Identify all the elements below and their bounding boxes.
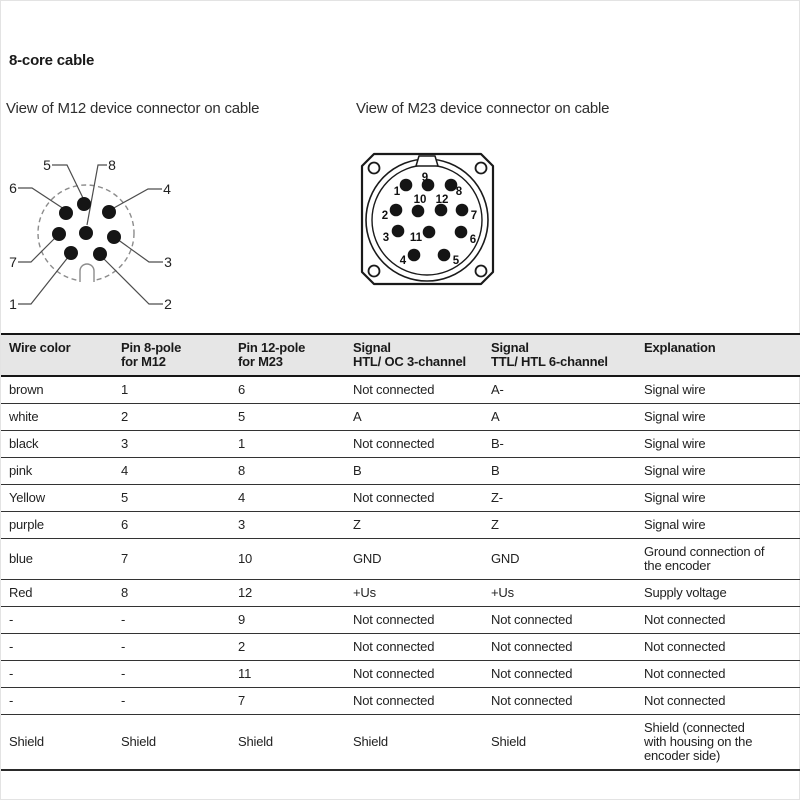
column-header: Signal HTL/ OC 3-channel xyxy=(353,334,491,376)
table-cell: 10 xyxy=(238,539,353,580)
table-cell: Shield xyxy=(1,715,121,771)
m23-pin-dot-6 xyxy=(455,226,468,239)
m12-pin-dot-4 xyxy=(102,205,116,219)
m12-pin-dot-1 xyxy=(64,246,78,260)
table-cell: 2 xyxy=(238,634,353,661)
m23-pin-label: 5 xyxy=(452,255,460,267)
table-cell: white xyxy=(1,404,121,431)
m23-pin-dot-1 xyxy=(400,179,413,192)
table-cell: blue xyxy=(1,539,121,580)
table-cell: Signal wire xyxy=(644,458,800,485)
m12-pin-dot-8 xyxy=(79,226,93,240)
m23-keyway-tab xyxy=(416,156,438,166)
table-row xyxy=(1,376,800,404)
table-cell: Signal wire xyxy=(644,512,800,539)
table-cell: 3 xyxy=(238,512,353,539)
table-cell: Not connected xyxy=(491,688,644,715)
m23-pin-label: 12 xyxy=(435,194,449,206)
table-row xyxy=(1,661,800,688)
table-cell: GND xyxy=(353,539,491,580)
table-cell: B xyxy=(491,458,644,485)
table-row xyxy=(1,404,800,431)
table-cell: Not connected xyxy=(353,431,491,458)
table-cell: Not connected xyxy=(353,485,491,512)
table-cell: Ground connection of the encoder xyxy=(644,539,800,580)
table-row xyxy=(1,431,800,458)
m23-pin-label: 9 xyxy=(421,172,429,184)
table-cell: 4 xyxy=(238,485,353,512)
table-cell: - xyxy=(121,688,238,715)
table-cell: 2 xyxy=(121,404,238,431)
table-cell: +Us xyxy=(491,580,644,607)
table-cell: Not connected xyxy=(644,688,800,715)
table-cell: purple xyxy=(1,512,121,539)
m23-pin-label: 1 xyxy=(393,186,401,198)
m23-connector-diagram xyxy=(341,141,561,321)
table-cell: Not connected xyxy=(491,634,644,661)
table-cell: Not connected xyxy=(353,688,491,715)
table-cell: A xyxy=(491,404,644,431)
m12-pin-label: 3 xyxy=(164,254,172,270)
table-cell: 5 xyxy=(121,485,238,512)
table-row xyxy=(1,607,800,634)
table-cell: Yellow xyxy=(1,485,121,512)
m12-pin-label: 2 xyxy=(164,296,172,312)
table-cell: Not connected xyxy=(353,607,491,634)
column-header: Pin 12-pole for M23 xyxy=(238,334,353,376)
m23-pin-dot-2 xyxy=(390,204,403,217)
m23-pin-label: 3 xyxy=(382,232,390,244)
m23-pin-dot-3 xyxy=(392,225,405,238)
table-cell: Shield xyxy=(238,715,353,771)
m23-screw-hole xyxy=(476,163,487,174)
m23-pin-dot-11 xyxy=(423,226,436,239)
table-cell: Not connected xyxy=(491,661,644,688)
m12-pin-dot-6 xyxy=(59,206,73,220)
table-row xyxy=(1,485,800,512)
table-cell: 11 xyxy=(238,661,353,688)
table-cell: 6 xyxy=(238,382,246,397)
table-cell: Not connected xyxy=(491,607,644,634)
m23-pin-dot-5 xyxy=(438,249,451,262)
table-cell: - xyxy=(1,688,121,715)
table-cell: Supply voltage xyxy=(644,580,800,607)
table-row xyxy=(1,539,800,580)
m23-pin-label: 10 xyxy=(413,194,427,206)
table-cell: - xyxy=(1,661,121,688)
m23-caption: View of M23 device connector on cable xyxy=(356,100,610,117)
table-row xyxy=(1,458,800,485)
table-cell: +Us xyxy=(353,580,491,607)
m23-pin-label: 7 xyxy=(470,210,478,222)
table-header-row xyxy=(1,334,800,376)
m23-screw-hole xyxy=(369,266,380,277)
m23-pin-dot-4 xyxy=(408,249,421,262)
table-cell: - xyxy=(1,607,121,634)
table-cell: Signal wire xyxy=(644,382,706,397)
m12-pin-label: 6 xyxy=(9,180,17,196)
table-cell: pink xyxy=(1,458,121,485)
table-cell: Signal wire xyxy=(644,404,800,431)
table-cell: Shield xyxy=(121,715,238,771)
table-cell: Shield (connected with housing on the encoder side) xyxy=(644,715,800,771)
table-cell: Not connected xyxy=(353,634,491,661)
table-cell: 6 xyxy=(121,512,238,539)
m12-pin-dot-3 xyxy=(107,230,121,244)
m23-pin-label: 2 xyxy=(381,210,389,222)
table-cell: Shield xyxy=(353,715,491,771)
table-cell: 7 xyxy=(121,539,238,580)
page-title: 8-core cable xyxy=(9,52,95,69)
table-cell: Not connected xyxy=(644,607,800,634)
m23-pin-label: 4 xyxy=(399,255,407,267)
m12-pin-label: 1 xyxy=(9,296,17,312)
column-header: Wire color xyxy=(1,334,121,376)
table-row xyxy=(1,512,800,539)
table-cell: Shield xyxy=(491,715,644,771)
table-cell: A xyxy=(353,404,491,431)
column-header: Explanation xyxy=(644,334,800,376)
table-cell: B xyxy=(353,458,491,485)
table-cell: - xyxy=(121,607,238,634)
m12-pin-dot-7 xyxy=(52,227,66,241)
table-cell: Red xyxy=(1,580,121,607)
table-cell: 12 xyxy=(238,580,353,607)
table-cell: - xyxy=(1,634,121,661)
m23-pin-dot-10 xyxy=(412,205,425,218)
pinout-table xyxy=(1,333,800,771)
m12-pin-dot-2 xyxy=(93,247,107,261)
m12-connector-diagram xyxy=(1,146,191,318)
table-cell: GND xyxy=(491,539,644,580)
table-row xyxy=(1,634,800,661)
table-cell: 1 xyxy=(121,382,129,397)
table-cell: Not connected xyxy=(644,634,800,661)
table-row xyxy=(1,580,800,607)
m23-screw-hole xyxy=(476,266,487,277)
m12-pin-dot-5 xyxy=(77,197,91,211)
table-row xyxy=(1,715,800,771)
table-cell: 1 xyxy=(238,431,353,458)
table-cell: 9 xyxy=(238,607,353,634)
table-row xyxy=(1,688,800,715)
table-cell: Not connected xyxy=(644,661,800,688)
table-cell: Not connected xyxy=(353,661,491,688)
m23-pin-label: 6 xyxy=(469,234,477,246)
table-cell: Not connected xyxy=(353,382,435,397)
m12-caption: View of M12 device connector on cable xyxy=(6,100,260,117)
table-cell: Z- xyxy=(491,485,644,512)
table-cell: Signal wire xyxy=(644,431,800,458)
table-cell: B- xyxy=(491,431,644,458)
table-cell: 7 xyxy=(238,688,353,715)
table-cell: 8 xyxy=(238,458,353,485)
m12-pin-label: 8 xyxy=(108,157,116,173)
table-cell: 4 xyxy=(121,458,238,485)
table-cell: black xyxy=(1,431,121,458)
table-cell: A- xyxy=(491,382,504,397)
table-cell: brown xyxy=(9,382,44,397)
m23-pin-dot-7 xyxy=(456,204,469,217)
column-header: Signal TTL/ HTL 6-channel xyxy=(491,334,644,376)
table-cell: 5 xyxy=(238,404,353,431)
m12-pin-label: 7 xyxy=(9,254,17,270)
table-cell: - xyxy=(121,661,238,688)
m12-pin-label: 4 xyxy=(163,181,171,197)
table-cell: 8 xyxy=(121,580,238,607)
m12-pin-label: 5 xyxy=(43,157,51,173)
column-header: Pin 8-pole for M12 xyxy=(121,334,238,376)
m23-pin-label: 8 xyxy=(455,186,463,198)
table-cell: Signal wire xyxy=(644,485,800,512)
m23-pin-label: 11 xyxy=(409,232,423,244)
table-cell: - xyxy=(121,634,238,661)
table-cell: Z xyxy=(491,512,644,539)
m23-screw-hole xyxy=(369,163,380,174)
table-cell: Z xyxy=(353,512,491,539)
table-cell: 3 xyxy=(121,431,238,458)
